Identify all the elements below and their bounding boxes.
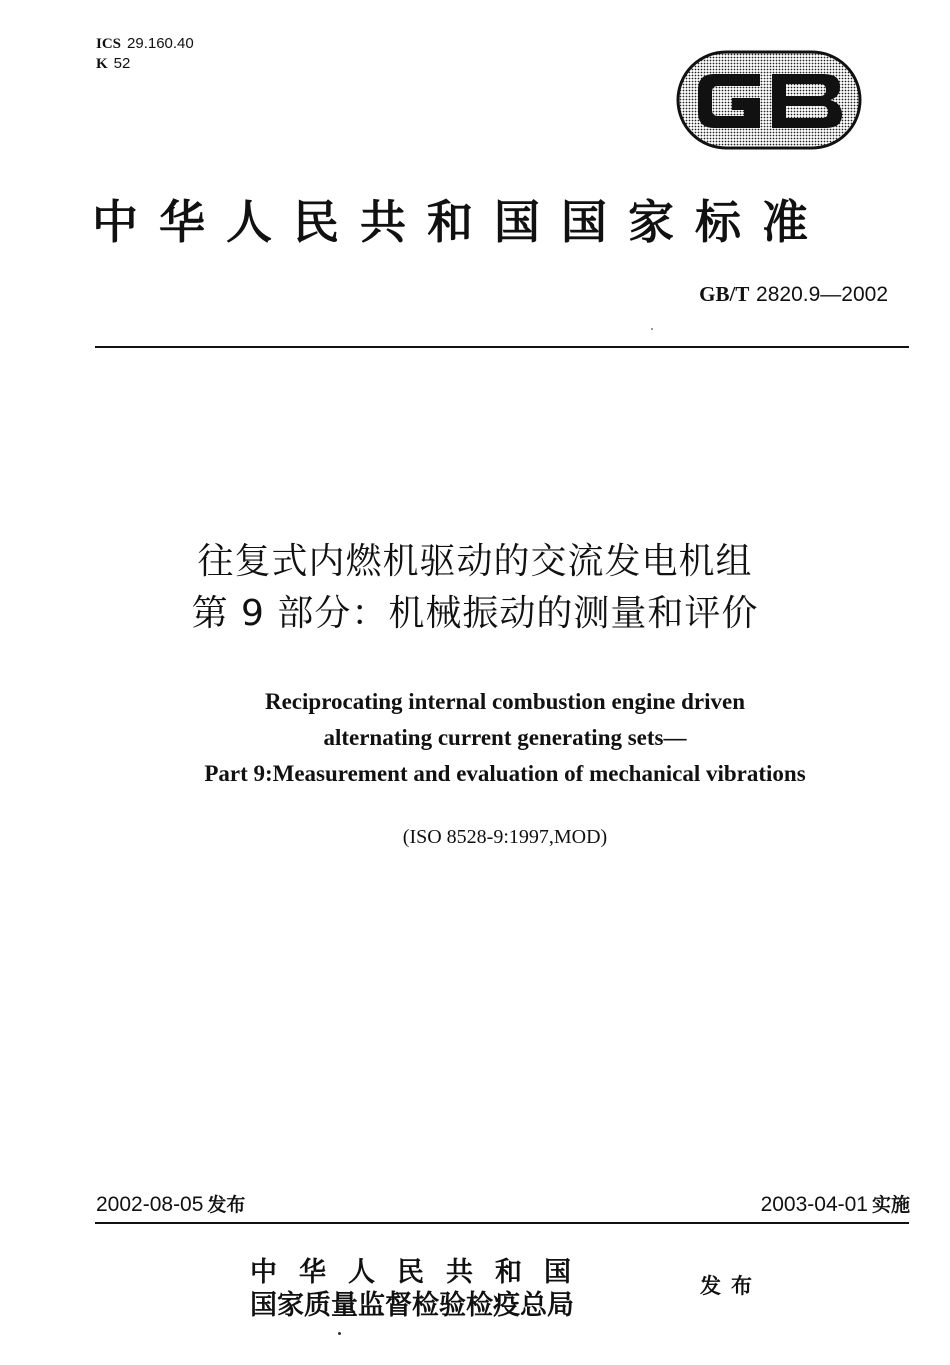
standard-prefix: GB/T: [699, 282, 750, 306]
ics-line: [96, 34, 194, 54]
effective-date-value: 2003-04-01: [760, 1193, 868, 1216]
chinese-title: [0, 536, 950, 640]
standard-code: 2820.9—2002: [756, 283, 888, 306]
issuing-authority: [250, 1256, 593, 1322]
standard-number: [699, 282, 888, 307]
issued-label: 发布: [700, 1274, 762, 1298]
ccs-label: K: [96, 56, 108, 72]
gb-logo: [676, 50, 862, 150]
national-standard-banner: 中华人民共和国国家标准: [92, 195, 829, 249]
chinese-title-line-1: 往复式内燃机驱动的交流发电机组: [197, 541, 753, 582]
scan-speck: [338, 1332, 341, 1335]
classification-codes: [96, 34, 194, 74]
issuer-line-1: 中华人民共和国: [250, 1257, 593, 1288]
effective-date-label: 实施: [871, 1194, 910, 1216]
english-title-line-1: Reciprocating internal combustion engine driven: [264, 689, 745, 714]
english-title-line-3: Part 9:Measurement and evaluation of mechanical vibrations: [204, 761, 806, 786]
issue-date-label: 发布: [207, 1194, 246, 1216]
ccs-code: 52: [113, 55, 131, 72]
english-title: [0, 684, 950, 792]
iso-adoption-note: (ISO 8528-9:1997,MOD): [402, 826, 608, 848]
english-title-line-2: alternating current generating sets—: [323, 725, 687, 750]
ics-code: 29.160.40: [127, 35, 194, 52]
issue-date: [96, 1190, 245, 1217]
ccs-line: [96, 54, 194, 74]
issuer-line-2: 国家质量监督检验检疫总局: [250, 1290, 574, 1321]
gb-logo-graphic: [676, 50, 862, 150]
chinese-title-line-2: 第 9 部分：机械振动的测量和评价: [191, 593, 759, 634]
scan-speck: [651, 328, 653, 330]
issue-date-value: 2002-08-05: [96, 1193, 204, 1216]
ics-label: ICS: [96, 36, 122, 52]
footer-divider: [95, 1222, 909, 1224]
effective-date: [761, 1190, 910, 1217]
header-divider: [95, 346, 909, 348]
